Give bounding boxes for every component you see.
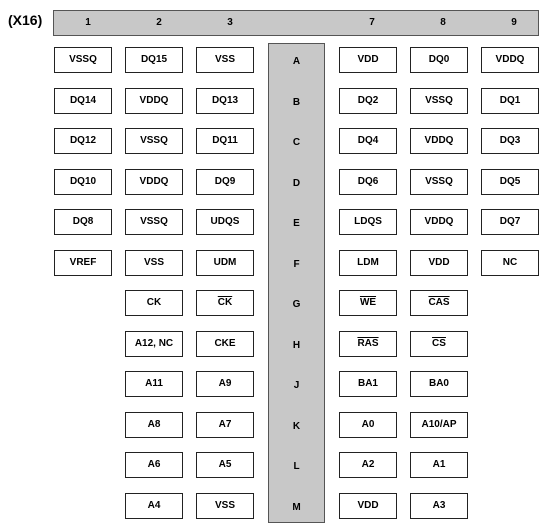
pin-label: VDD	[357, 54, 379, 65]
row-letter: D	[292, 178, 301, 189]
pin-label: $\overline{RAS}$	[357, 338, 379, 349]
pin-H-left-2	[196, 331, 254, 357]
pin-K-right-1	[410, 412, 468, 438]
column-header: 3	[227, 17, 233, 28]
pin-M-right-1	[410, 493, 468, 519]
pin-label: VREF	[69, 257, 97, 268]
pin-label: VDDQ	[139, 95, 169, 106]
pin-label: VSSQ	[140, 216, 168, 227]
pin-label: A3	[432, 500, 446, 511]
pin-label: A11	[145, 378, 163, 389]
pin-label: VDDQ	[424, 135, 454, 146]
pin-E-right-0	[339, 209, 397, 235]
row-letter: B	[292, 97, 301, 108]
pin-label: VDDQ	[139, 176, 169, 187]
pin-M-left-2	[196, 493, 254, 519]
pin-H-right-0	[339, 331, 397, 357]
pin-E-left-2	[196, 209, 254, 235]
pin-label: VSSQ	[140, 135, 168, 146]
pin-C-right-0	[339, 128, 397, 154]
pin-label: DQ2	[357, 95, 379, 106]
pin-J-right-1	[410, 371, 468, 397]
pin-label: VDD	[428, 257, 450, 268]
column-header: 8	[440, 17, 446, 28]
pin-B-right-2	[481, 88, 539, 114]
pin-F-left-1	[125, 250, 183, 276]
pin-label: VSS	[143, 257, 164, 268]
pin-label: CKE	[214, 338, 236, 349]
pin-label: A2	[361, 459, 375, 470]
pin-label: $\overline{WE}$	[359, 297, 377, 308]
pin-label: VSSQ	[425, 176, 453, 187]
pin-B-left-1	[125, 88, 183, 114]
pin-D-left-1	[125, 169, 183, 195]
pin-B-left-0	[54, 88, 112, 114]
pin-label: $\overline{CAS}$	[428, 297, 450, 308]
pin-label: DQ11	[212, 135, 238, 146]
pin-label: A6	[147, 459, 161, 470]
pin-J-right-0	[339, 371, 397, 397]
row-letter: K	[292, 421, 301, 432]
pin-label: UDM	[213, 257, 237, 268]
pin-L-right-0	[339, 452, 397, 478]
pin-label: DQ5	[499, 176, 521, 187]
row-letter: C	[292, 137, 301, 148]
pin-K-left-2	[196, 412, 254, 438]
pin-A-left-1	[125, 47, 183, 73]
pin-C-left-2	[196, 128, 254, 154]
pin-label: VDD	[357, 500, 379, 511]
column-header: 9	[511, 17, 517, 28]
pin-label: BA0	[428, 378, 449, 389]
column-header: 1	[85, 17, 91, 28]
pin-label: DQ9	[214, 176, 236, 187]
pin-B-right-0	[339, 88, 397, 114]
row-letter: A	[292, 56, 301, 67]
pin-E-left-1	[125, 209, 183, 235]
pin-label: VDDQ	[424, 216, 454, 227]
pin-H-right-1	[410, 331, 468, 357]
pin-C-left-1	[125, 128, 183, 154]
pin-D-left-0	[54, 169, 112, 195]
pin-F-left-0	[54, 250, 112, 276]
pin-M-left-1	[125, 493, 183, 519]
pin-label: DQ7	[499, 216, 521, 227]
row-letter: J	[293, 380, 300, 391]
pin-label: $\overline{CS}$	[432, 338, 446, 349]
column-header: 7	[369, 17, 375, 28]
pin-A-right-1	[410, 47, 468, 73]
row-letter: L	[293, 461, 300, 472]
pin-J-left-2	[196, 371, 254, 397]
pin-G-left-1	[125, 290, 183, 316]
pin-label: DQ13	[211, 95, 239, 106]
pin-D-right-2	[481, 169, 539, 195]
pin-A-right-2	[481, 47, 539, 73]
column-header-bar	[53, 10, 539, 36]
row-letter: G	[292, 299, 301, 310]
pin-A-left-2	[196, 47, 254, 73]
pin-G-left-2	[196, 290, 254, 316]
pin-F-left-2	[196, 250, 254, 276]
pin-K-right-0	[339, 412, 397, 438]
row-letter: F	[293, 259, 300, 270]
pin-C-right-2	[481, 128, 539, 154]
pin-D-left-2	[196, 169, 254, 195]
pin-label: DQ10	[69, 176, 97, 187]
pin-F-right-2	[481, 250, 539, 276]
pin-label: DQ6	[357, 176, 379, 187]
pin-M-right-0	[339, 493, 397, 519]
pin-H-left-1	[125, 331, 183, 357]
pin-label: VSS	[214, 54, 235, 65]
pin-label: CK	[146, 297, 162, 308]
pin-K-left-1	[125, 412, 183, 438]
pin-E-right-1	[410, 209, 468, 235]
pin-label: DQ8	[72, 216, 94, 227]
pin-label: $\overline{CK}$	[217, 297, 233, 308]
pin-J-left-1	[125, 371, 183, 397]
row-letter: E	[293, 218, 300, 229]
pin-label: DQ12	[69, 135, 97, 146]
pin-D-right-1	[410, 169, 468, 195]
pin-L-left-1	[125, 452, 183, 478]
pin-A-right-0	[339, 47, 397, 73]
row-letter: M	[292, 502, 301, 513]
pin-label: A1	[432, 459, 446, 470]
pin-F-right-0	[339, 250, 397, 276]
pin-L-right-1	[410, 452, 468, 478]
pin-F-right-1	[410, 250, 468, 276]
pin-G-right-1	[410, 290, 468, 316]
row-letter: H	[292, 340, 301, 351]
package-label: (X16)	[8, 12, 43, 28]
pin-label: LDM	[357, 257, 379, 268]
pin-label: NC	[502, 257, 518, 268]
pin-E-left-0	[54, 209, 112, 235]
pin-label: A7	[218, 419, 232, 430]
pin-B-left-2	[196, 88, 254, 114]
pin-D-right-0	[339, 169, 397, 195]
pin-label: DQ14	[69, 95, 97, 106]
pin-label: DQ0	[428, 54, 450, 65]
pin-label: A10/AP	[421, 419, 457, 430]
pin-label: A12, NC	[134, 338, 174, 349]
pin-A-left-0	[54, 47, 112, 73]
pin-E-right-2	[481, 209, 539, 235]
pin-label: LDQS	[354, 216, 382, 227]
pin-B-right-1	[410, 88, 468, 114]
pin-label: A8	[147, 419, 161, 430]
pin-label: DQ3	[499, 135, 521, 146]
row-letter-column	[268, 43, 325, 523]
pin-L-left-2	[196, 452, 254, 478]
pin-label: DQ15	[140, 54, 168, 65]
pin-label: DQ4	[357, 135, 379, 146]
pin-label: BA1	[357, 378, 378, 389]
pin-label: VDDQ	[495, 54, 525, 65]
pin-label: A5	[218, 459, 232, 470]
pin-label: A4	[147, 500, 161, 511]
pin-G-right-0	[339, 290, 397, 316]
pin-label: VSSQ	[425, 95, 453, 106]
pin-C-right-1	[410, 128, 468, 154]
pin-C-left-0	[54, 128, 112, 154]
column-header: 2	[156, 17, 162, 28]
pin-label: VSSQ	[69, 54, 97, 65]
pin-label: VSS	[214, 500, 235, 511]
pin-label: A0	[361, 419, 375, 430]
pin-label: UDQS	[210, 216, 240, 227]
pin-label: A9	[218, 378, 232, 389]
pin-label: DQ1	[499, 95, 521, 106]
